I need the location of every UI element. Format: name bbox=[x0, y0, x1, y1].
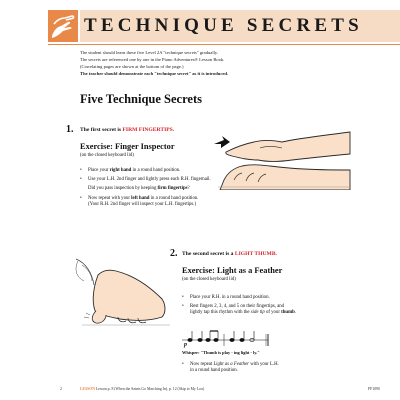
exercise-2-steps bbox=[182, 295, 392, 320]
step-1-2-followup: Did you pass inspection by keeping firm fingertips? bbox=[88, 186, 190, 192]
step-2-3-followup: in a round hand position. bbox=[190, 368, 238, 374]
exercise-2-title: Exercise: Light as a Feather bbox=[182, 266, 283, 275]
step-1-3-followup: (Your R.H. 2nd finger will inspect your L.H. fingertips.) bbox=[88, 201, 197, 207]
exercise-2-final-step bbox=[182, 362, 392, 377]
step-1-1: • Place your right hand in a round hand position. bbox=[80, 168, 181, 173]
bullet-icon: • bbox=[80, 177, 82, 183]
step-1-3: • Now repeat with your left hand in a round hand position. (Your R.H. 2nd finger will inspect your L.H. fingertips.) bbox=[80, 196, 280, 208]
exercise-1-steps bbox=[80, 168, 280, 211]
step-2-1: • Place your R.H. in a round hand position. bbox=[182, 295, 270, 300]
step-2-2: • Rest fingers 2, 3, 4, and 5 on their fingertips, and lightly tap this rhythm with the side tip of your thumb. bbox=[182, 304, 296, 316]
bullet-icon: • bbox=[80, 195, 82, 201]
intro-line-2: The secrets are referenced one by one in the Piano Adventures® Lesson Book. bbox=[80, 57, 225, 62]
step-2-3: • Now repeat Light as a Feather with your L.H. in a round hand position. bbox=[182, 362, 392, 374]
secret-2-heading: The second secret is a LIGHT THUMB. bbox=[182, 251, 277, 257]
dynamic-marking: p bbox=[184, 342, 187, 348]
bullet-icon: • bbox=[182, 304, 184, 310]
exercise-1-title: Exercise: Finger Inspector bbox=[80, 142, 175, 151]
secret-1-heading: The first secret is FIRM FINGERTIPS. bbox=[80, 127, 175, 133]
rhythm-notation bbox=[180, 330, 270, 350]
secret-2-number: 2. bbox=[170, 248, 178, 259]
page-number: 2 bbox=[60, 387, 62, 391]
page-title: TECHNIQUE SECRETS bbox=[84, 15, 363, 36]
light-thumb-illustration bbox=[62, 255, 172, 330]
bullet-icon: • bbox=[80, 168, 82, 173]
whisper-lyric: Whisper: "Thumb is play - ing light - ly." bbox=[182, 350, 260, 355]
secret-1-name: FIRM FINGERTIPS. bbox=[122, 127, 175, 133]
intro-line-1: The student should learn these five Level 2A "technique secrets" gradually. bbox=[80, 50, 219, 55]
section-title: Five Technique Secrets bbox=[80, 92, 202, 106]
header-hands-logo bbox=[48, 10, 78, 42]
intro-text bbox=[80, 50, 342, 78]
exercise-1-subtitle: (on the closed keyboard lid) bbox=[80, 153, 134, 158]
secret-1-number: 1. bbox=[66, 124, 74, 135]
lesson-reference: LESSON Lesson p. 8 (When the Saints Go Marching In), p. 12 (Skip to My Lou) bbox=[80, 387, 205, 391]
step-1-2: • Use your L.H. 2nd finger and lightly press each R.H. fingernail. bbox=[80, 177, 211, 183]
exercise-2-subtitle: (on the closed keyboard lid) bbox=[182, 277, 236, 282]
intro-line-4: The teacher should demonstrate each "technique secret" as it is introduced. bbox=[80, 71, 229, 76]
bullet-icon: • bbox=[182, 362, 184, 367]
header-divider bbox=[48, 44, 400, 45]
bullet-icon: • bbox=[182, 295, 184, 300]
lesson-tag: LESSON bbox=[80, 387, 95, 391]
product-code: FF1090 bbox=[368, 387, 380, 391]
intro-line-3: (Correlating pages are shown at the bottom of the page.) bbox=[80, 64, 184, 69]
secret-2-name: LIGHT THUMB. bbox=[234, 251, 277, 257]
